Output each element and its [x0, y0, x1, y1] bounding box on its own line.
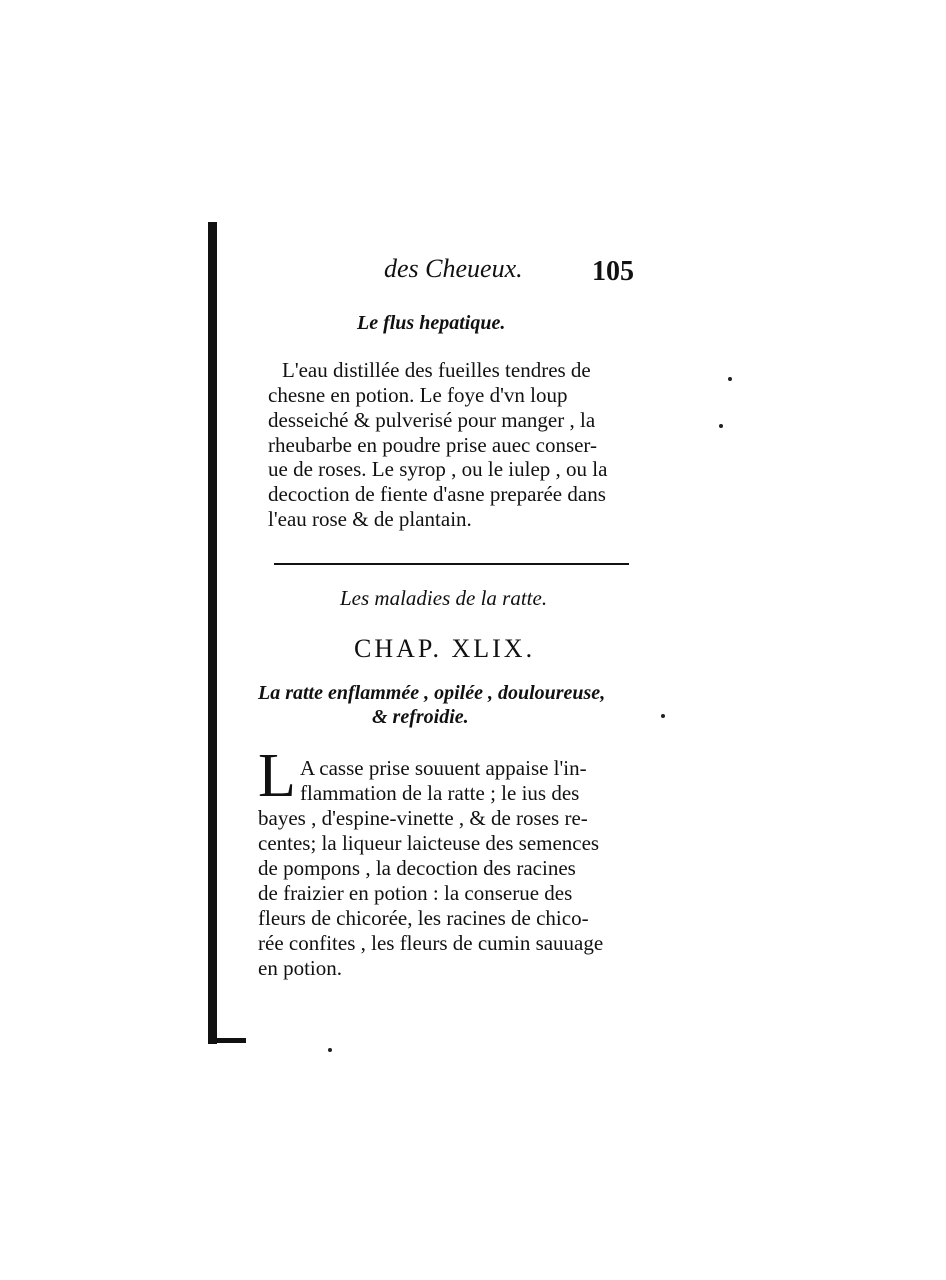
section-title: Les maladies de la ratte. — [340, 586, 548, 610]
page-binding-edge-foot — [208, 1038, 246, 1043]
ink-speck — [661, 714, 665, 718]
page-number: 105 — [592, 256, 634, 287]
text-line: decoction de fiente d'asne preparée dans — [268, 482, 606, 506]
ink-speck — [719, 424, 723, 428]
text-line: de pompons , la decoction des racines — [258, 856, 576, 880]
rubric-line: & refroidie. — [372, 706, 469, 728]
text-line: l'eau rose & de plantain. — [268, 507, 472, 531]
text-line: en potion. — [258, 956, 342, 980]
chapter-heading: CHAP. XLIX. — [354, 634, 536, 663]
text-line: flammation de la ratte ; le ius des — [300, 781, 580, 805]
text-line: centes; la liqueur laicteuse des semences — [258, 831, 600, 855]
text-line: bayes , d'espine-vinette , & de roses re- — [258, 806, 588, 830]
text-line: de fraizier en potion : la conserue des — [258, 881, 573, 905]
ink-speck — [328, 1048, 332, 1052]
text-line: L'eau distillée des fueilles tendres de — [282, 358, 591, 382]
rubric-line: La ratte enflammée , opilée , douloureuse, — [258, 682, 606, 704]
section-divider — [274, 563, 629, 565]
drop-cap: L — [258, 742, 296, 810]
text-line: A casse prise souuent appaise l'in- — [300, 756, 587, 780]
text-line: chesne en potion. Le foye d'vn loup — [268, 383, 568, 407]
running-header: des Cheueux. — [384, 254, 523, 283]
ink-speck — [728, 377, 732, 381]
text-line: rheubarbe en poudre prise auec conser- — [268, 433, 597, 457]
text-line: rée confites , les fleurs de cumin sauuage — [258, 931, 604, 955]
text-line: fleurs de chicorée, les racines de chico- — [258, 906, 589, 930]
text-line: ue de roses. Le syrop , ou le iulep , ou la — [268, 457, 608, 481]
page-binding-edge — [208, 222, 217, 1044]
text-line: desseiché & pulverisé pour manger , la — [268, 408, 596, 432]
section-heading: Le flus hepatique. — [357, 312, 506, 334]
